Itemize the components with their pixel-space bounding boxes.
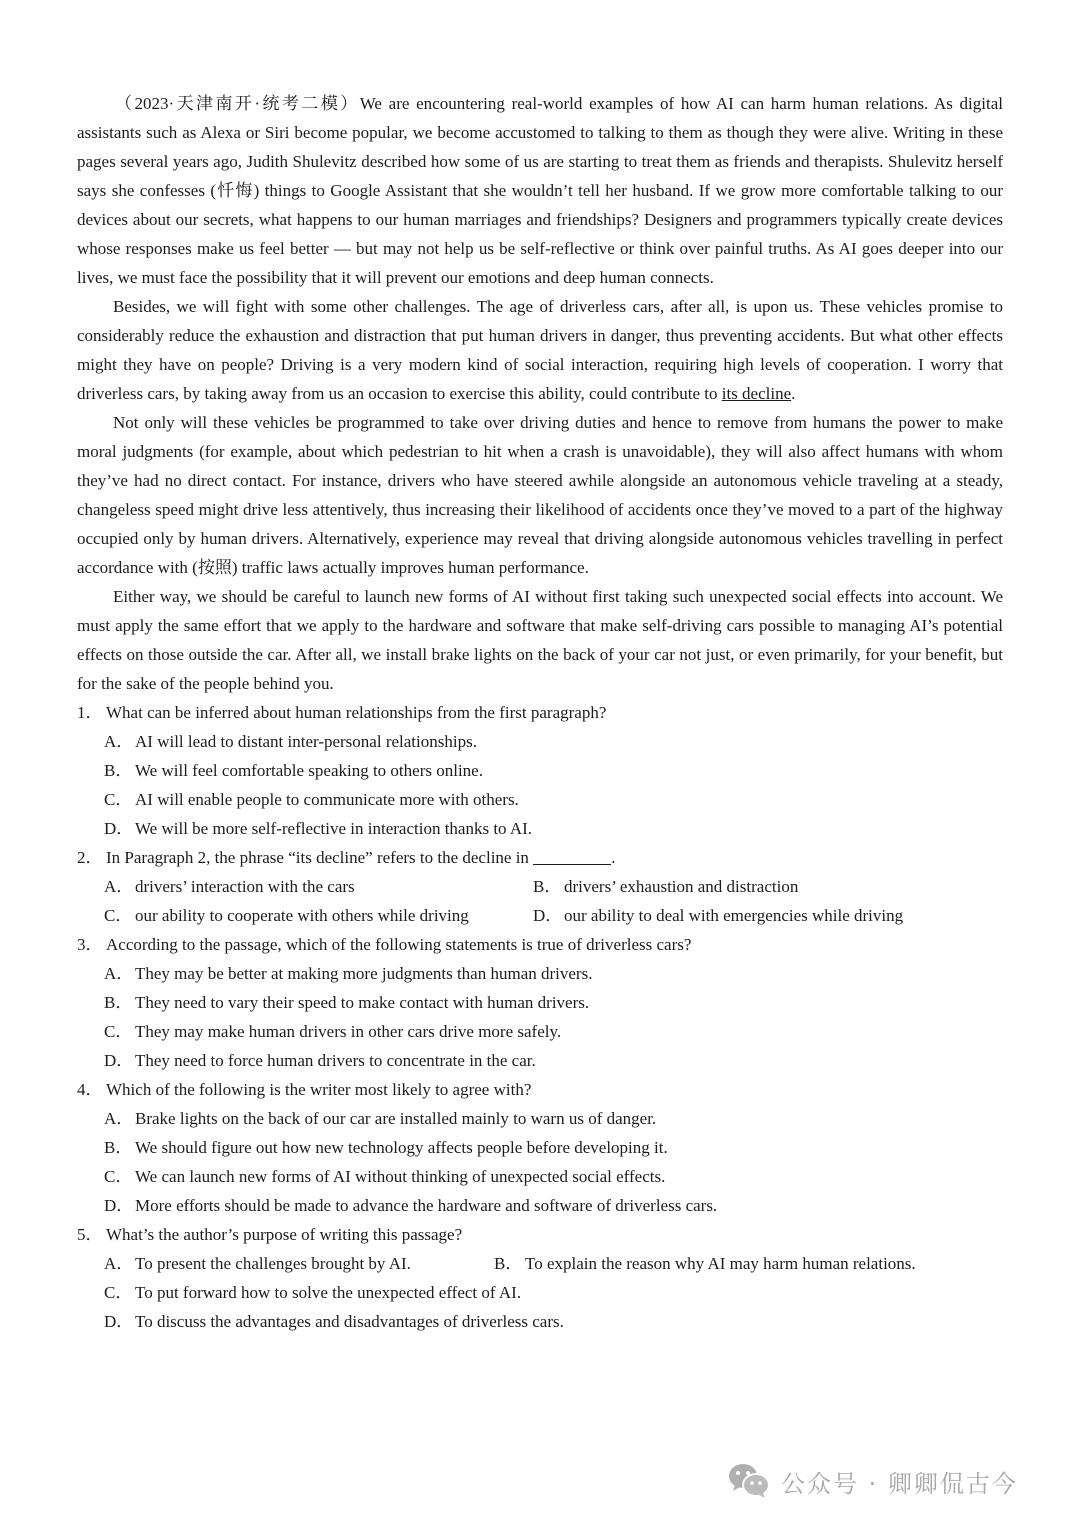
- watermark-text: 公众号 · 卿卿侃古今: [781, 1469, 1018, 1498]
- question-number: 2．: [77, 848, 103, 867]
- option-c[interactable]: C． To put forward how to solve the unexpected effect of AI.: [104, 1283, 522, 1302]
- underlined-phrase: its decline: [721, 384, 792, 403]
- question-4: [77, 1075, 1003, 1220]
- question-stem: In Paragraph 2, the phrase “its decline” refers to the decline in .: [106, 848, 616, 867]
- passage-paragraph-4: Either way, we should be careful to launch new forms of AI without first taking such unexpected social effects into account. We must apply the same effort that we apply to the hardware and software that make self-driving cars possible to managing AI’s potential effects on those outside the car. After all, we install brake lights on the back of your car not just, or even primarily, for your benefit, but for the sake of the people behind you.: [77, 587, 1003, 693]
- watermark: [727, 1462, 1018, 1500]
- option-b[interactable]: B． We should figure out how new technology affects people before developing it.: [104, 1138, 668, 1157]
- question-number: 3．: [77, 935, 103, 954]
- source-tag: （2023·天津南开·统考二模）: [115, 94, 360, 113]
- option-b[interactable]: B． We will feel comfortable speaking to others online.: [104, 761, 483, 780]
- question-stem: What’s the author’s purpose of writing this passage?: [106, 1225, 463, 1244]
- document-page: [77, 89, 1003, 1336]
- question-number: 1．: [77, 703, 103, 722]
- question-2: [77, 843, 1003, 930]
- option-a[interactable]: A． To present the challenges brought by AI.: [104, 1254, 411, 1273]
- option-d[interactable]: D． To discuss the advantages and disadvantages of driverless cars.: [104, 1312, 564, 1331]
- option-d[interactable]: D． They need to force human drivers to concentrate in the car.: [104, 1051, 536, 1070]
- question-number: 4．: [77, 1080, 103, 1099]
- option-c[interactable]: C． They may make human drivers in other cars drive more safely.: [104, 1022, 562, 1041]
- option-c[interactable]: C． AI will enable people to communicate more with others.: [104, 790, 519, 809]
- option-d[interactable]: D． More efforts should be made to advance the hardware and software of driverless cars.: [104, 1196, 718, 1215]
- option-c[interactable]: C． our ability to cooperate with others while driving: [104, 906, 469, 925]
- option-a[interactable]: A． Brake lights on the back of our car are installed mainly to warn us of danger.: [104, 1109, 657, 1128]
- option-b[interactable]: B． drivers’ exhaustion and distraction: [533, 877, 799, 896]
- question-stem: What can be inferred about human relationships from the first paragraph?: [106, 703, 607, 722]
- question-stem: According to the passage, which of the following statements is true of driverless cars?: [106, 935, 692, 954]
- question-number: 5．: [77, 1225, 103, 1244]
- option-a[interactable]: A． They may be better at making more judgments than human drivers.: [104, 964, 593, 983]
- passage-paragraph-2: Besides, we will fight with some other challenges. The age of driverless cars, after all, is upon us. These vehicles promise to considerably reduce the exhaustion and distraction that put human drivers in danger, thus preventing accidents. But what other effects might they have on people? Driving is a very modern kind of social interaction, requiring high levels of cooperation. I worry that driverless cars, by taking away from us an occasion to exercise this ability, could contribute to its decline.: [77, 297, 1003, 403]
- option-d[interactable]: D． our ability to deal with emergencies while driving: [533, 906, 904, 925]
- option-b[interactable]: B． To explain the reason why AI may harm human relations.: [494, 1254, 916, 1273]
- answer-blank: [533, 846, 611, 865]
- question-3: [77, 930, 1003, 1075]
- option-a[interactable]: A． AI will lead to distant inter-personal relationships.: [104, 732, 477, 751]
- option-c[interactable]: C． We can launch new forms of AI without thinking of unexpected social effects.: [104, 1167, 666, 1186]
- passage-paragraph-1: （2023·天津南开·统考二模）We are encountering real-world examples of how AI can harm human relations. As digital assistants such as Alexa or Siri become popular, we become accustomed to talking to them as though they were alive. Writing in these pages several years ago, Judith Shulevitz described how some of us are starting to treat them as friends and therapists. Shulevitz herself says she confesses (忏悔) things to Google Assistant that she wouldn’t tell her husband. If we grow more comfortable talking to our devices about our secrets, what happens to our human marriages and friendships? Designers and programmers typically create devices whose responses make us feel better — but may not help us be self-reflective or think over painful truths. As AI goes deeper into our lives, we must face the possibility that it will prevent our emotions and deep human connects.: [77, 94, 1003, 287]
- option-d[interactable]: D． We will be more self-reflective in interaction thanks to AI.: [104, 819, 533, 838]
- question-stem: Which of the following is the writer most likely to agree with?: [106, 1080, 532, 1099]
- option-b[interactable]: B． They need to vary their speed to make contact with human drivers.: [104, 993, 590, 1012]
- question-1: [77, 698, 1003, 843]
- passage-paragraph-3: Not only will these vehicles be programmed to take over driving duties and hence to remove from humans the power to make moral judgments (for example, about which pedestrian to hit when a crash is unavoidable), they will also affect humans with whom they’ve had no direct contact. For instance, drivers who have steered awhile alongside an autonomous vehicle traveling at a steady, changeless speed might drive less attentively, thus increasing their likelihood of accidents once they’ve moved to a part of the highway occupied only by human drivers. Alternatively, experience may reveal that driving alongside autonomous vehicles travelling in perfect accordance with (按照) traffic laws actually improves human performance.: [77, 413, 1003, 577]
- option-a[interactable]: A． drivers’ interaction with the cars: [104, 877, 355, 896]
- wechat-icon: [727, 1462, 771, 1500]
- question-5: [77, 1220, 1003, 1336]
